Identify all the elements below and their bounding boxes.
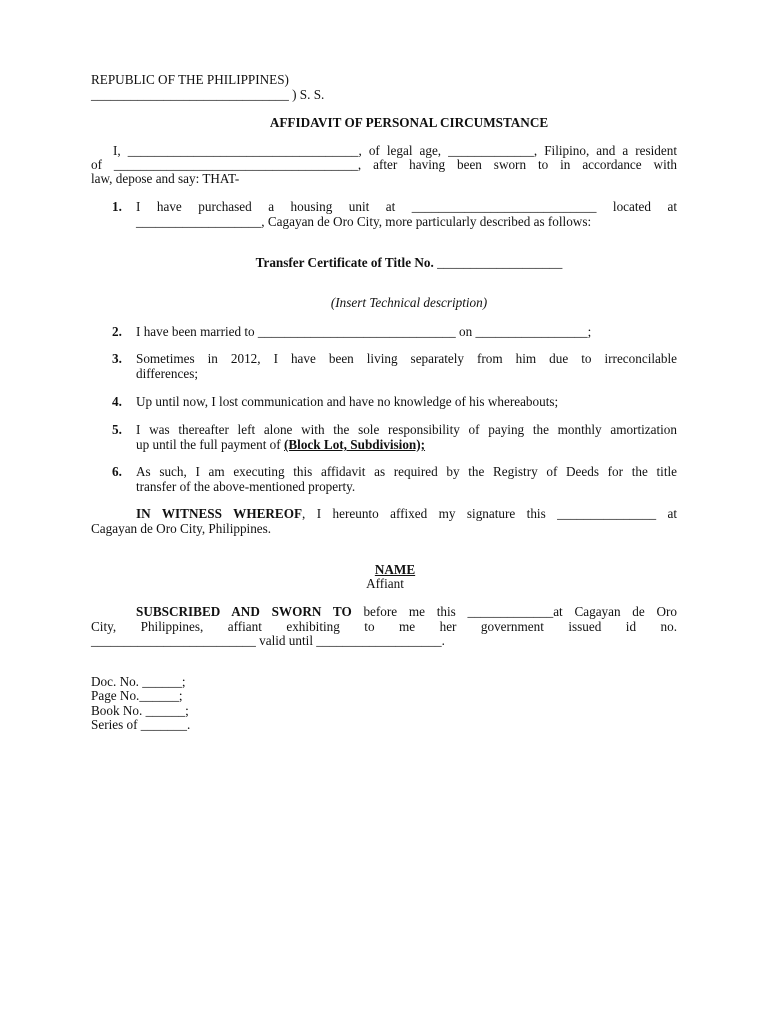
header-ss: ______________________________ ) S. S.	[91, 87, 325, 102]
item-text-line: ___________________, Cagayan de Oro City, more particularly described as follows:	[136, 214, 592, 229]
tct-label: Transfer Certificate of Title No.	[255, 255, 434, 270]
item-number: 2.	[112, 324, 122, 339]
notary-series: Series of _______.	[91, 717, 191, 732]
affiant-name: NAME	[374, 562, 416, 577]
tct-blank: ___________________	[433, 255, 563, 270]
item-number: 1.	[112, 199, 122, 214]
notary-page-no: Page No.______;	[91, 688, 183, 703]
sworn-line-3: _________________________ valid until ___________________.	[91, 633, 445, 648]
intro-line-1: I, ___________________________________, of legal age, _____________, Filipino, and a resident	[113, 143, 677, 158]
item-text-line: differences;	[136, 366, 198, 381]
item-number: 6.	[112, 464, 122, 479]
document-title: AFFIDAVIT OF PERSONAL CIRCUMSTANCE	[269, 115, 549, 130]
header-republic: REPUBLIC OF THE PHILIPPINES)	[91, 72, 289, 87]
witness-line-2: Cagayan de Oro City, Philippines.	[91, 521, 272, 536]
item-text-line	[136, 437, 677, 452]
item-text-prefix: up until the full payment of	[136, 437, 284, 452]
sworn-line-1	[136, 604, 677, 619]
item-text-line: I have been married to ______________________________ on _________________;	[136, 324, 592, 339]
sworn-text: before me this _____________at Cagayan de Oro	[351, 604, 677, 619]
item-text-line: I have purchased a housing unit at ____________________________ located at	[136, 199, 677, 214]
notary-book-no: Book No. ______;	[91, 703, 189, 718]
notary-doc-no: Doc. No. ______;	[91, 674, 186, 689]
affiant-label: Affiant	[366, 576, 404, 591]
sworn-heading: SUBSCRIBED AND SWORN TO	[136, 604, 352, 619]
witness-heading: IN WITNESS WHEREOF	[136, 506, 303, 521]
item-text-line: As such, I am executing this affidavit as required by the Registry of Deeds for the title	[136, 464, 677, 479]
tct-line	[91, 255, 727, 270]
block-lot-subdivision: (Block Lot, Subdivision);	[283, 437, 426, 452]
item-number: 4.	[112, 394, 122, 409]
item-text-line: I was thereafter left alone with the sole responsibility of paying the monthly amortization	[136, 422, 677, 437]
technical-description: (Insert Technical description)	[330, 295, 488, 310]
item-text-line: transfer of the above-mentioned property.	[136, 479, 356, 494]
item-number: 5.	[112, 422, 122, 437]
sworn-line-2: City, Philippines, affiant exhibiting to me her government issued id no.	[91, 619, 677, 634]
item-text-line: Sometimes in 2012, I have been living separately from him due to irreconcilable	[136, 351, 677, 366]
item-number: 3.	[112, 351, 122, 366]
intro-line-2: of _____________________________________, after having been sworn to in accordance with	[91, 157, 677, 172]
witness-line-1	[136, 506, 677, 521]
witness-text: , I hereunto affixed my signature this _______________ at	[302, 506, 677, 521]
item-text-line: Up until now, I lost communication and have no knowledge of his whereabouts;	[136, 394, 559, 409]
intro-line-3: law, depose and say: THAT-	[91, 171, 240, 186]
